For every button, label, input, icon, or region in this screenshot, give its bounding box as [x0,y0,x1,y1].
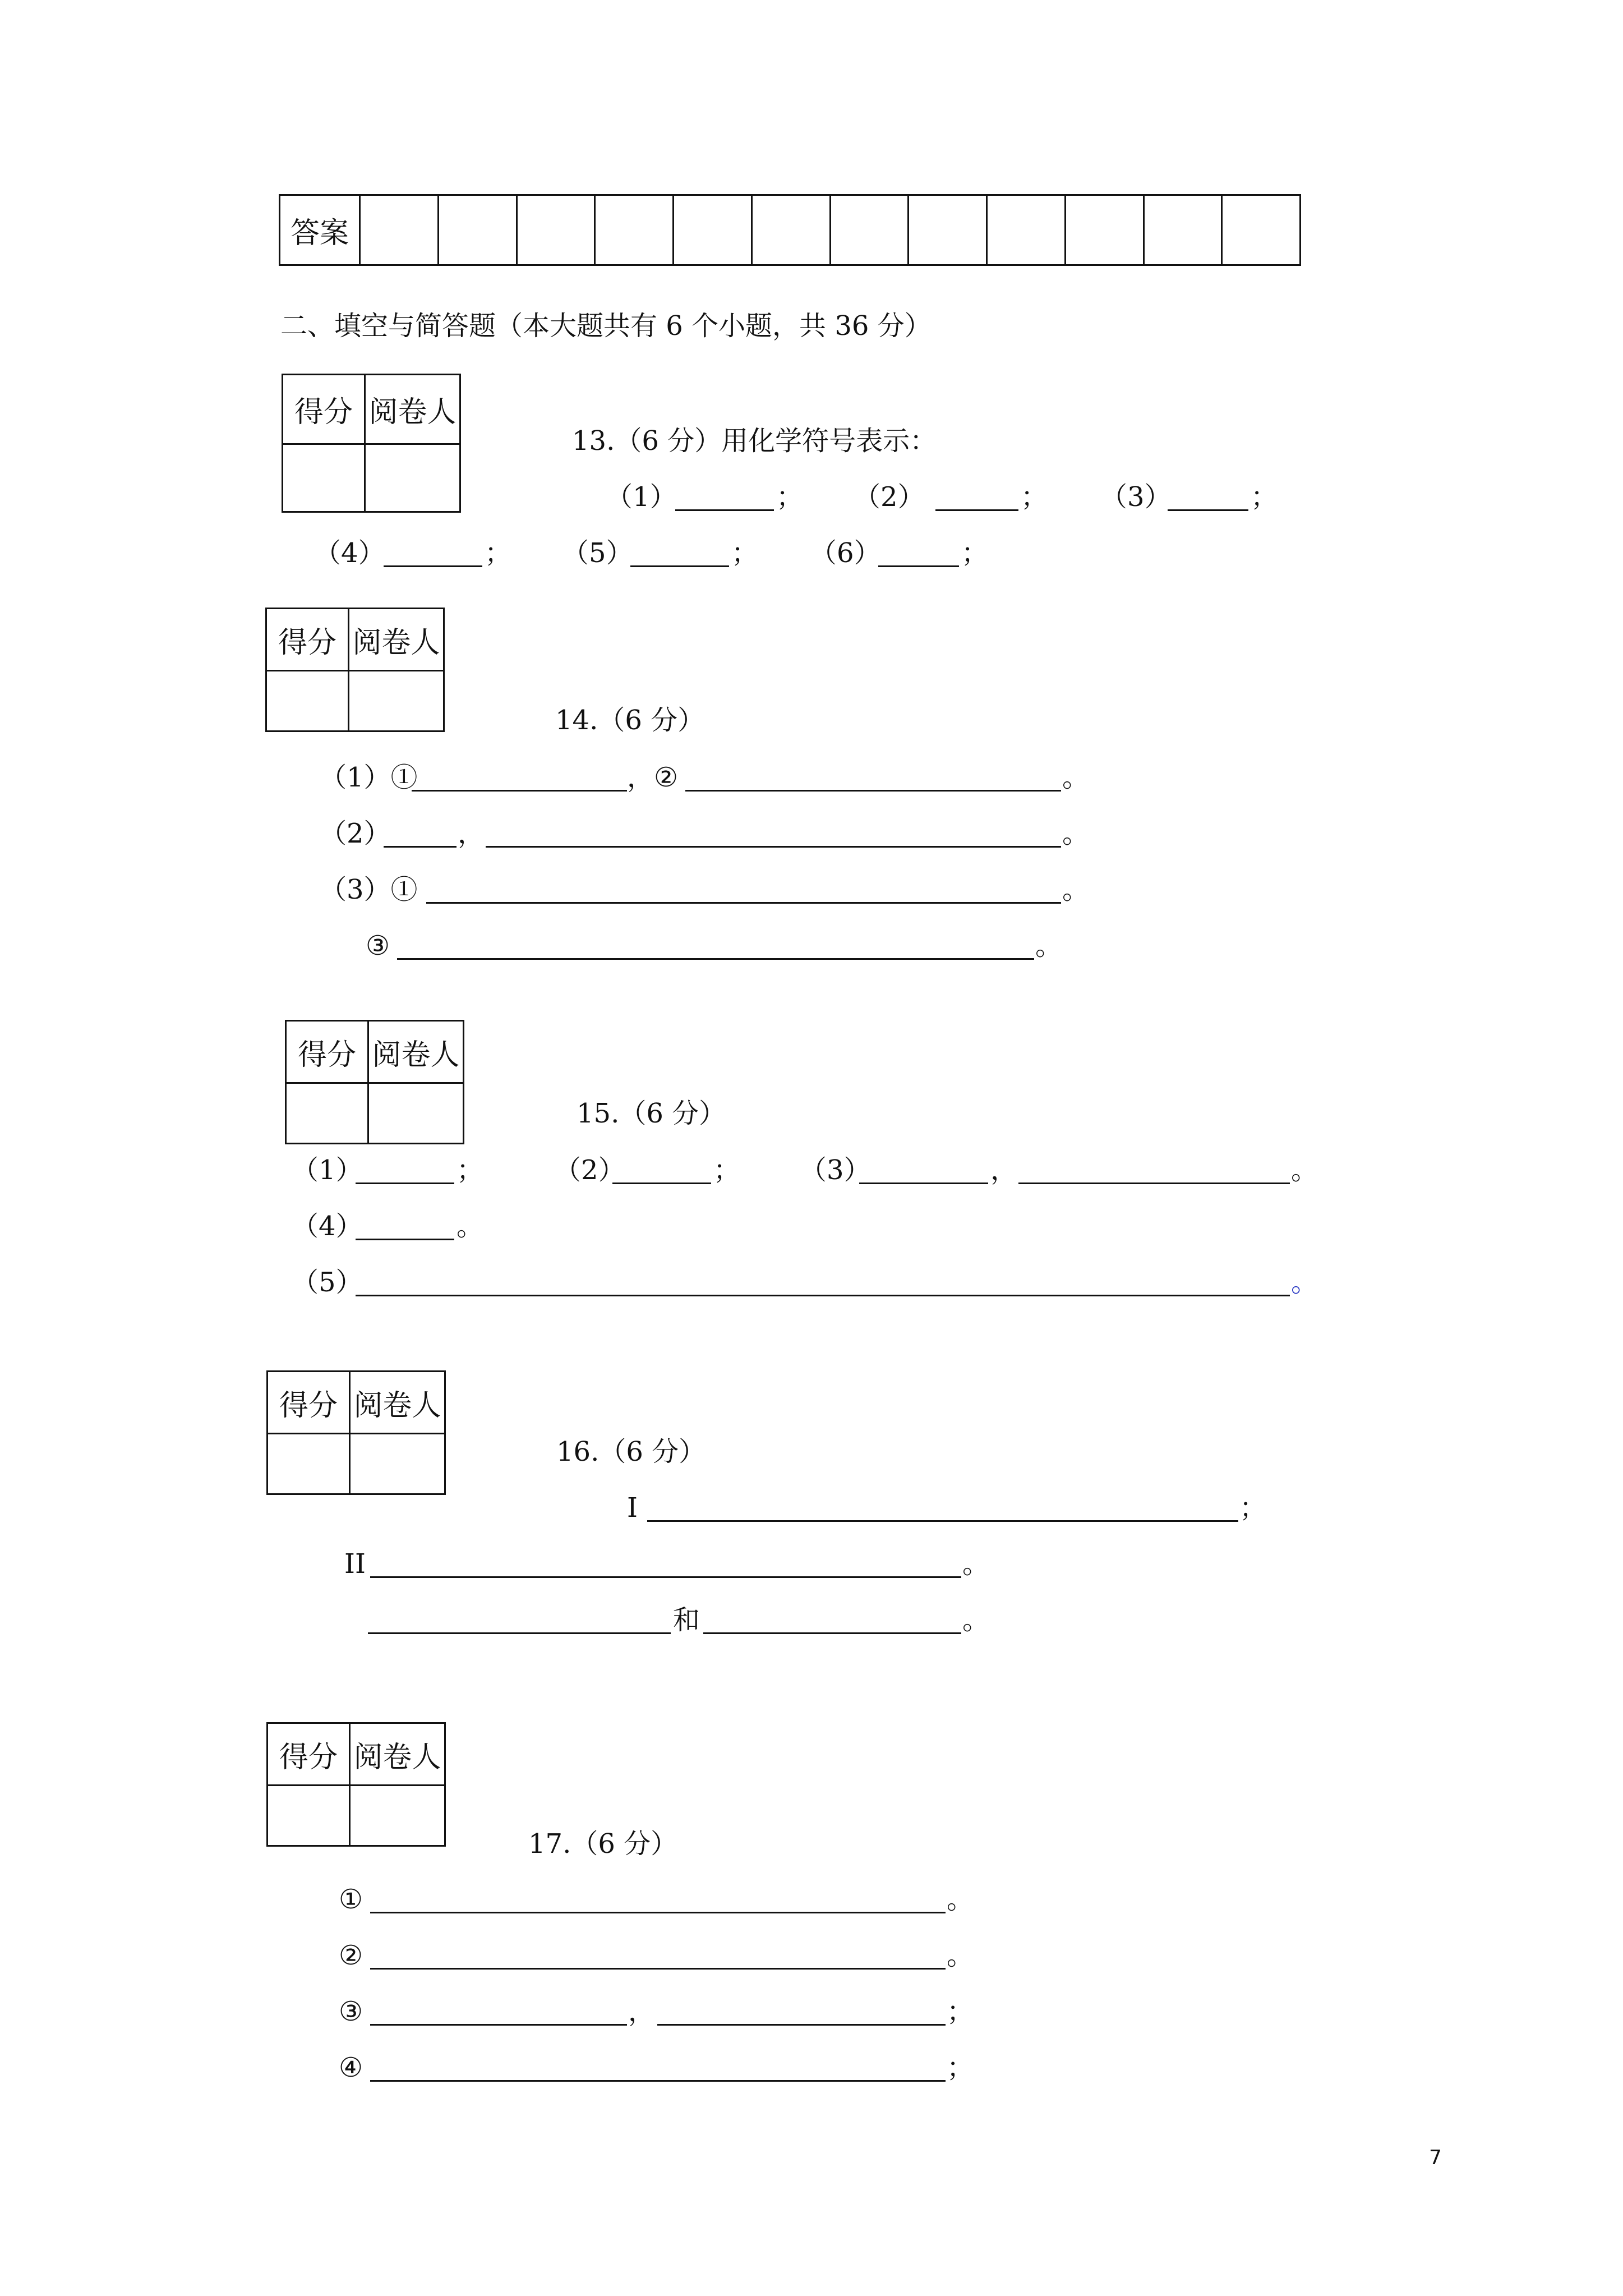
grader-label: 阅卷人 [368,1021,464,1083]
answer-cell[interactable] [595,195,674,265]
q14-comma: ， [458,818,485,849]
q13-title: 13.（6 分）用化学符号表示： [572,425,937,457]
q13-part4-label: （4） [314,537,385,569]
score-cell[interactable] [286,1083,368,1144]
q13-blank-6[interactable] [878,565,959,567]
answer-cell[interactable] [1222,195,1301,265]
q14-blank-3a[interactable] [426,902,1061,904]
q13-blank-2[interactable] [935,509,1018,511]
q14-blank-3b[interactable] [397,958,1034,960]
q13-semi: ； [961,537,989,569]
score-label: 得分 [266,609,349,671]
q14-blank-2a[interactable] [384,846,457,848]
grader-cell[interactable] [349,671,444,731]
q13-semi: ； [776,481,804,513]
q15-part1-label: （1） [292,1154,363,1186]
q14-part1-label: （1）① [320,762,418,793]
q14-blank-1a[interactable] [412,790,627,792]
q14-end: 。 [1062,818,1090,849]
q16-blank-iii-a[interactable] [368,1632,671,1634]
q15-comma: ， [990,1154,1018,1186]
grader-cell[interactable] [350,1434,445,1494]
q15-blank-3a[interactable] [859,1182,988,1184]
grader-label: 阅卷人 [350,1723,445,1786]
q14-blank-1b[interactable] [685,790,1061,792]
answer-cell[interactable] [674,195,752,265]
score-box-q13 [282,374,461,513]
q17-semi: ； [947,1996,974,2027]
q16-blank-iii-b[interactable] [703,1632,961,1634]
q17-comma: ， [628,1996,656,2027]
q17-blank-4[interactable] [370,2080,946,2082]
q16-blank-ii[interactable] [370,1576,961,1578]
grader-cell[interactable] [350,1786,445,1846]
q17-end: 。 [947,1940,974,1971]
q15-end: 。 [1291,1267,1318,1298]
q15-blank-3b[interactable] [1018,1182,1290,1184]
answer-cell[interactable] [1144,195,1222,265]
q16-end: 。 [962,1604,990,1636]
q13-part5-label: （5） [562,537,633,569]
q13-semi: ； [1251,481,1278,513]
q13-part1-label: （1） [606,481,677,513]
score-cell[interactable] [266,671,349,731]
q15-blank-5[interactable] [356,1295,1290,1296]
answer-cell[interactable] [987,195,1066,265]
q14-end: 。 [1062,874,1090,905]
q13-blank-3[interactable] [1168,509,1248,511]
q15-blank-1[interactable] [356,1182,454,1184]
q15-title: 15.（6 分） [577,1098,726,1129]
q17-end: 。 [947,1884,974,1915]
score-label: 得分 [268,1723,350,1786]
q14-blank-2b[interactable] [486,846,1061,848]
q16-semi: ； [1239,1492,1267,1524]
q15-semi: ； [457,1154,484,1186]
q15-part2-label: （2） [554,1154,625,1186]
answer-cell[interactable] [360,195,439,265]
answer-cell[interactable] [830,195,909,265]
q13-blank-4[interactable] [384,565,482,567]
grader-label: 阅卷人 [349,609,444,671]
q13-part3-label: （3） [1100,481,1172,513]
answer-cell[interactable] [517,195,595,265]
score-cell[interactable] [283,444,365,512]
q13-part6-label: （6） [810,537,881,569]
score-cell[interactable] [268,1786,350,1846]
score-box-q16 [266,1370,446,1495]
q15-part5-label: （5） [292,1267,363,1298]
q15-part3-label: （3） [800,1154,871,1186]
score-cell[interactable] [268,1434,350,1494]
q17-c4: ④ [339,2052,363,2083]
q17-c3: ③ [339,1996,363,2027]
q13-blank-1[interactable] [675,509,774,511]
q14-end: 。 [1035,930,1063,961]
answer-label: 答案 [280,195,360,265]
q15-end: 。 [1291,1154,1318,1186]
q13-part2-label: （2） [854,481,925,513]
score-box-q14 [265,608,445,732]
q14-circ2: ② [654,762,679,793]
q15-blank-4[interactable] [356,1239,454,1240]
q16-end: 。 [962,1548,990,1580]
score-label: 得分 [283,375,365,444]
q17-blank-3b[interactable] [657,2024,946,2026]
q15-end: 。 [457,1211,484,1242]
q16-ii-label: II [344,1548,366,1580]
q17-c2: ② [339,1940,363,1971]
q16-i-label: I [627,1492,638,1524]
q17-blank-2[interactable] [370,1968,946,1970]
grader-label: 阅卷人 [350,1372,445,1434]
q14-comma: ， [627,762,654,793]
answer-cell[interactable] [751,195,830,265]
q14-title: 14.（6 分） [555,705,705,736]
q13-blank-5[interactable] [630,565,729,567]
q17-semi: ； [947,2052,974,2083]
q17-blank-3a[interactable] [370,2024,627,2026]
grader-label: 阅卷人 [365,375,460,444]
q13-semi: ； [485,537,512,569]
q16-title: 16.（6 分） [556,1436,706,1467]
q13-semi: ； [731,537,759,569]
page-number: 7 [1429,2146,1442,2169]
q17-title: 17.（6 分） [528,1828,678,1860]
grader-cell[interactable] [365,444,460,512]
answer-cell[interactable] [1065,195,1144,265]
q14-end: 。 [1062,762,1090,793]
q16-and: 和 [673,1604,700,1636]
score-label: 得分 [268,1372,350,1434]
q15-semi: ； [713,1154,741,1186]
score-box-q17 [266,1722,446,1847]
score-box-q15 [285,1020,464,1144]
q17-blank-1[interactable] [370,1912,946,1913]
score-label: 得分 [286,1021,368,1083]
q13-semi: ； [1021,481,1048,513]
grader-cell[interactable] [368,1083,464,1144]
q15-blank-2[interactable] [612,1182,711,1184]
section-title: 二、填空与简答题（本大题共有 6 个小题，共 36 分） [280,310,932,342]
q14-part3-label: （3）① [320,874,418,905]
answer-cell[interactable] [438,195,517,265]
q16-blank-i[interactable] [647,1520,1238,1522]
q15-part4-label: （4） [292,1211,363,1242]
q17-c1: ① [339,1884,363,1915]
q14-circ3: ③ [366,930,390,961]
answer-cell[interactable] [909,195,987,265]
q14-part2-label: （2） [320,818,391,849]
answer-table [279,194,1301,266]
